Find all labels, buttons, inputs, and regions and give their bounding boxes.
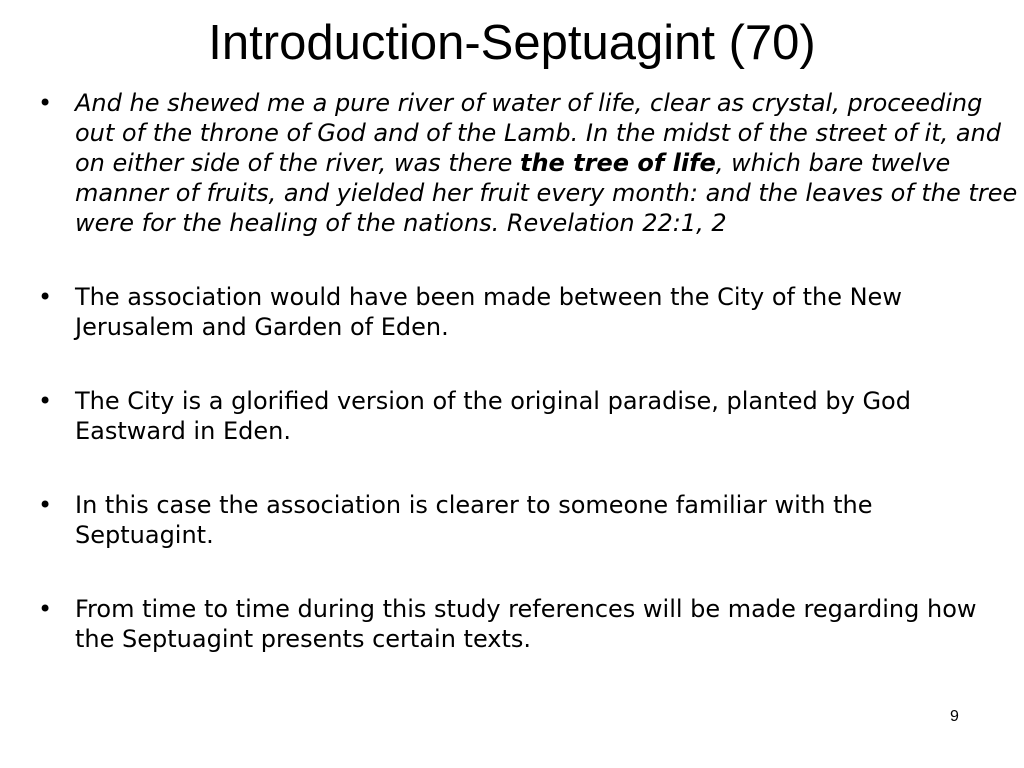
- bullet-text: From time to time during this study references will be made regarding how the Septuagint presents certain texts.: [75, 595, 977, 653]
- slide-title: Introduction-Septuagint (70): [208, 16, 816, 70]
- bullet-icon: •: [38, 89, 53, 117]
- bullet-item: [38, 282, 1018, 342]
- bullet-icon: •: [38, 491, 53, 519]
- quote-emphasis: the tree of life: [519, 149, 716, 177]
- slide-number: 9: [950, 708, 959, 725]
- bullet-item: [38, 490, 1018, 550]
- bullet-item: [38, 386, 1018, 446]
- bullet-icon: •: [38, 387, 53, 415]
- quote-text-after: , which bare twelve manner of fruits, and yielded her fruit every month: and the leaves of the tree were for the healing of the nations. Revelation 22:1, 2: [75, 149, 1018, 237]
- bullet-item-revelation-quote: [38, 88, 1018, 238]
- bullet-text: In this case the association is clearer to someone familiar with the Septuagint.: [75, 491, 873, 549]
- bullet-text: [75, 88, 1018, 238]
- quote-text-before: And he shewed me a pure river of water of life, clear as crystal, proceeding out of the throne of God and of the Lamb. In the midst of the street of it, and on either side of the river, was there: [75, 89, 1002, 177]
- bullet-icon: •: [38, 283, 53, 311]
- bullet-item: [38, 594, 1018, 654]
- bullet-icon: •: [38, 595, 53, 623]
- bullet-list: [38, 88, 1018, 698]
- bullet-text: The association would have been made between the City of the New Jerusalem and Garden of Eden.: [75, 283, 902, 341]
- bullet-text: The City is a glorified version of the original paradise, planted by God Eastward in Eden.: [75, 387, 911, 445]
